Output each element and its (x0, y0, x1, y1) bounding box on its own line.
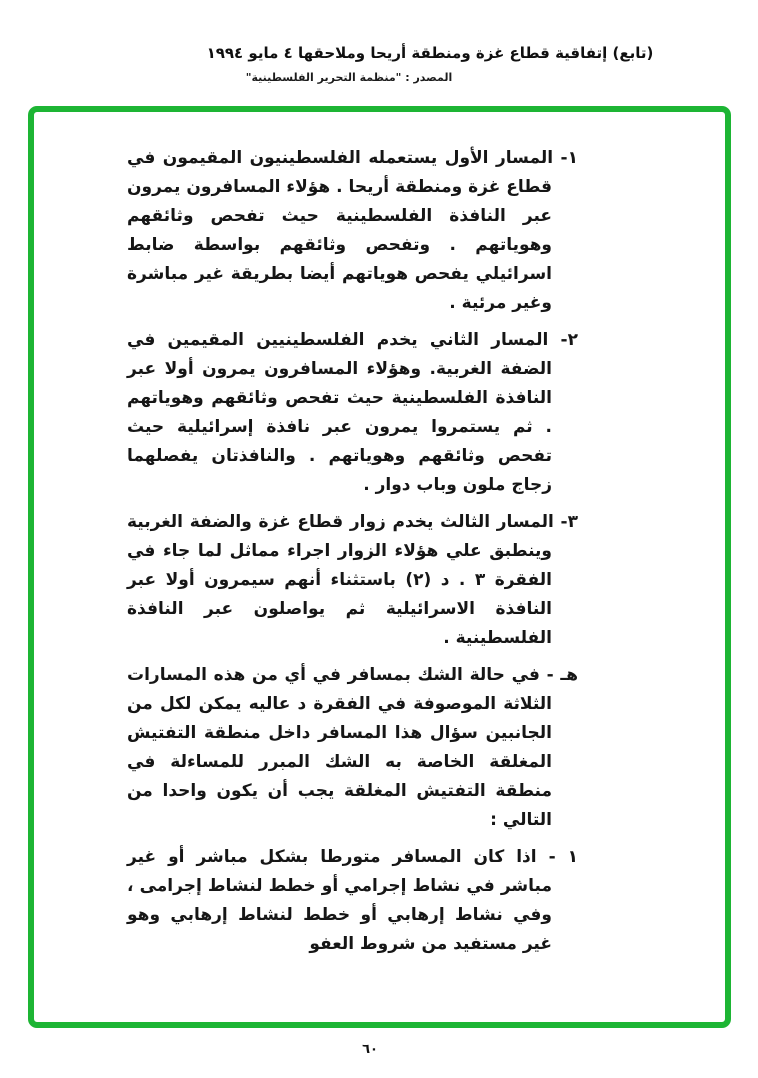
paragraph-text: المسار الأول يستعمله الفلسطينيون المقيمون في قطاع غزة ومنطقة أريحا . هؤلاء المسافرون يمرون عبر النافذة الفلسطينية حيث تفحص وثائقهم وهوياتهم . وتفحص وثائقهم بواسطة ضابط اسرائيلي يفحص هوياتهم أيضا بطريقة غير مباشرة وغير مرئية . (127, 148, 554, 313)
document-body (34, 112, 725, 967)
paragraph-marker: ١ - (548, 847, 578, 867)
document-title: (تابع) إتفاقية قطاع غزة ومنطقة أريحا وملاحقها ٤ مايو ١٩٩٤ (206, 44, 654, 62)
paragraph-track-3 (127, 508, 578, 653)
paragraph-marker: هـ - (546, 665, 578, 685)
paragraph-marker: ٣- (560, 512, 578, 532)
paragraph-text: في حالة الشك بمسافر في أي من هذه المسارات الثلاثة الموصوفة في الفقرة د عاليه يمكن لكل من الجانبين سؤال هذا المسافر داخل منطقة التفتيش المغلقة الخاصة به الشك المبرر للمساءلة في منطقة التفتيش المغلقة يجب أن يكون واحدا من التالي : (127, 665, 552, 830)
paragraph-condition-1 (127, 843, 578, 959)
paragraph-marker: ٢- (560, 330, 578, 350)
page-number: ٦٠ (362, 1042, 378, 1057)
paragraph-marker: ١- (560, 148, 578, 168)
paragraph-text: المسار الثالث يخدم زوار قطاع غزة والضفة الغربية وينطبق علي هؤلاء الزوار اجراء مماثل لما جاء في الفقرة ٣ . د (٢) باستثناء أنهم سيمرون أولا عبر النافذة الاسرائيلية ثم يواصلون عبر النافذة الفلسطينية . (127, 512, 554, 648)
paragraph-track-1 (127, 144, 578, 318)
green-border-frame (28, 106, 731, 1028)
document-source: المصدر : "منظمة التحرير الفلسطينية" (245, 71, 453, 84)
paragraph-text: المسار الثاني يخدم الفلسطينيين المقيمين في الضفة الغربية. وهؤلاء المسافرون يمرون أولا عبر النافذة الفلسطينية حيث تفحص وثائقهم وهوياتهم . ثم يستمروا يمرون عبر نافذة إسرائيلية حيث تفحص وثائقهم وهوياتهم . والنافذتان يفصلهما زجاج ملون وباب دوار . (127, 330, 552, 495)
paragraph-text: اذا كان المسافر متورطا بشكل مباشر أو غير مباشر في نشاط إجرامي أو خطط لنشاط إجرامى ، وفي نشاط إرهابي أو خطط لنشاط إرهابي وهو غير مستفيد من شروط العفو (127, 847, 552, 954)
paragraph-track-2 (127, 326, 578, 500)
paragraph-clause-h (127, 661, 578, 835)
